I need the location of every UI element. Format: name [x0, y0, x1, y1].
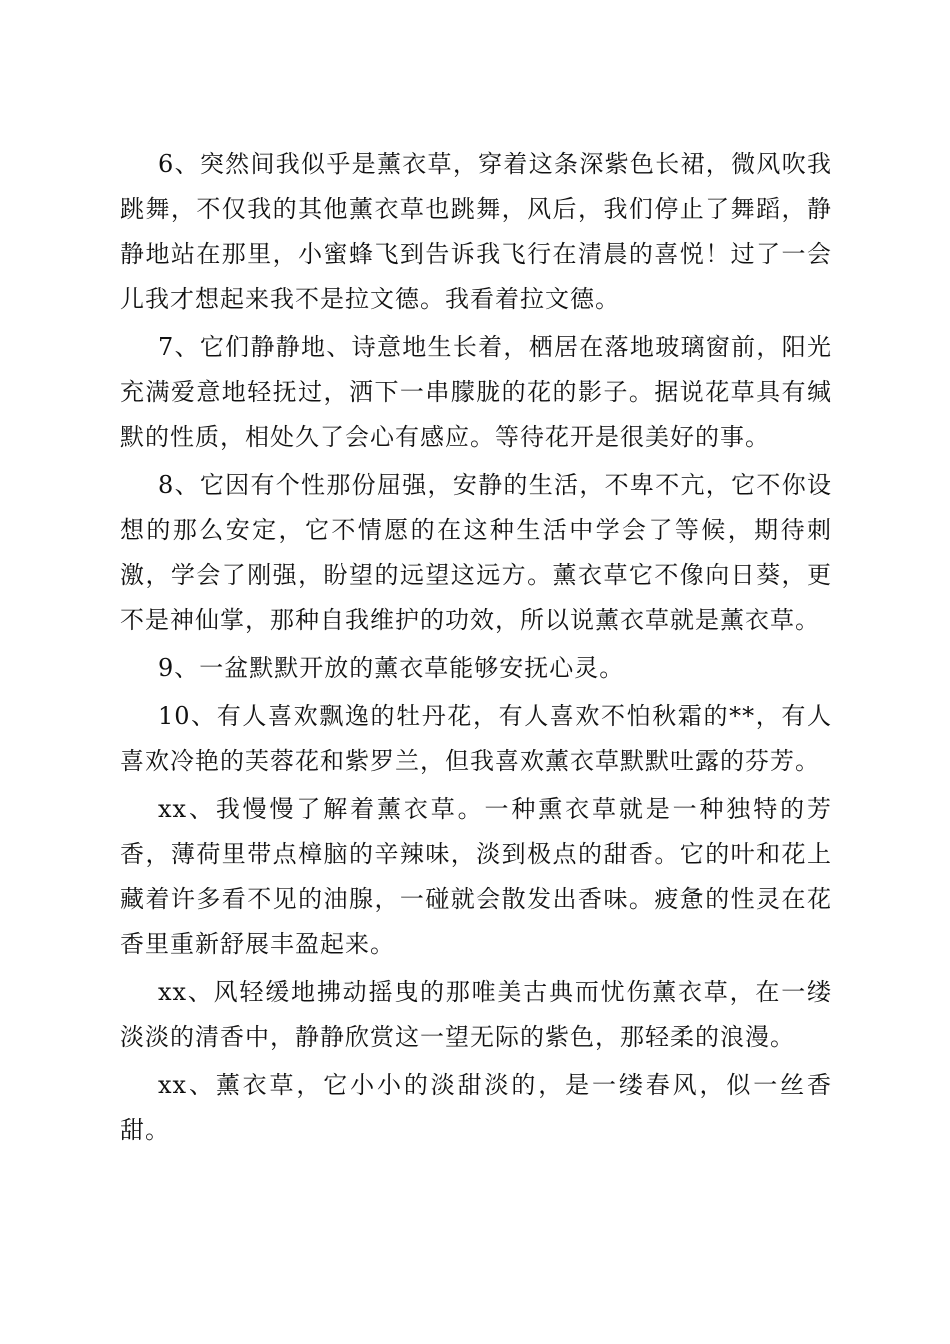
paragraph-10: 10、有人喜欢飘逸的牡丹花，有人喜欢不怕秋霜的**，有人喜欢冷艳的芙蓉花和紫罗兰，但我喜欢薰衣草默默吐露的芬芳。: [120, 702, 832, 775]
paragraph-xx-2: xx、风轻缓地拂动摇曳的那唯美古典而忧伤薰衣草，在一缕淡淡的清香中，静静欣赏这一望无际的紫色，那轻柔的浪漫。: [120, 978, 832, 1051]
paragraph-xx-1: xx、我慢慢了解着薰衣草。一种熏衣草就是一种独特的芳香，薄荷里带点樟脑的辛辣味，淡到极点的甜香。它的叶和花上藏着许多看不见的油腺，一碰就会散发出香味。疲惫的性灵在花香里重新舒展丰盈起来。: [120, 795, 832, 958]
paragraph-xx-3: xx、薰衣草，它小小的淡甜淡的，是一缕春风，似一丝香甜。: [120, 1071, 832, 1144]
paragraph-7: 7、它们静静地、诗意地生长着，栖居在落地玻璃窗前，阳光充满爱意地轻抚过，洒下一串朦胧的花的影子。据说花草具有缄默的性质，相处久了会心有感应。等待花开是很美好的事。: [120, 333, 832, 451]
paragraph-9: 9、一盆默默开放的薰衣草能够安抚心灵。: [158, 654, 625, 682]
paragraph-8: 8、它因有个性那份屈强，安静的生活，不卑不亢，它不你设想的那么安定，它不情愿的在这种生活中学会了等候，期待刺激，学会了刚强，盼望的远望这远方。薰衣草它不像向日葵，更不是神仙掌，那种自我维护的功效，所以说薰衣草就是薰衣草。: [120, 471, 832, 634]
document-body: [120, 142, 832, 1156]
paragraph-6: 6、突然间我似乎是薰衣草，穿着这条深紫色长裙，微风吹我跳舞，不仅我的其他薰衣草也跳舞，风后，我们停止了舞蹈，静静地站在那里，小蜜蜂飞到告诉我飞行在清晨的喜悦！过了一会儿我才想起来我不是拉文德。我看着拉文德。: [120, 150, 832, 313]
